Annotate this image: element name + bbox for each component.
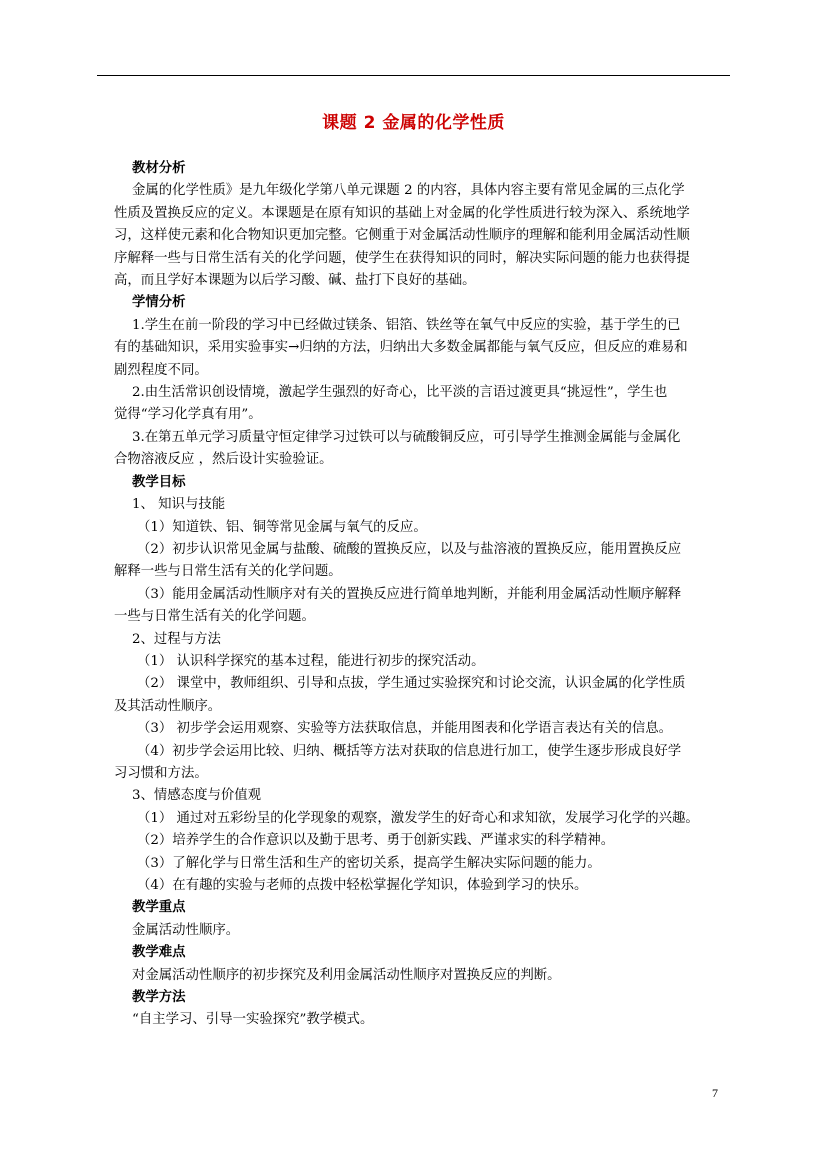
paragraph-line: 对金属活动性顺序的初步探究及利用金属活动性顺序对置换反应的判断。 xyxy=(132,967,561,983)
paragraph-line: 一些与日常生活有关的化学问题。 xyxy=(114,609,315,625)
section-heading: 教学目标 xyxy=(132,474,186,490)
paragraph-line: 金属活动性顺序。 xyxy=(132,922,240,938)
paragraph-line: 习习惯和方法。 xyxy=(114,765,208,781)
section-heading: 教学重点 xyxy=(132,900,186,916)
paragraph-line: 有的基础知识，采用实验事实→归纳的方法，归纳出大多数金属都能与氧气反应，但反应的难易和 xyxy=(114,340,688,356)
paragraph-line: “自主学习、引导一实验探究”教学模式。 xyxy=(132,1012,374,1028)
document-body xyxy=(114,158,738,1032)
paragraph-line: （4）在有趣的实验与老师的点拨中轻松掌握化学知识，体验到学习的快乐。 xyxy=(137,878,588,893)
paragraph-line: 觉得“学习化学真有用”。 xyxy=(114,407,262,423)
page-title: 课题 2 金属的化学性质 xyxy=(322,113,505,133)
paragraph-line: 序解释一些与日常生活有关的化学问题，使学生在获得知识的同时，解决实际问题的能力也获得提 xyxy=(114,250,690,266)
list-item-heading: 3、情感态度与价值观 xyxy=(132,788,262,804)
paragraph-line: 合物溶液反应 ，然后设计实验验证。 xyxy=(114,452,333,468)
paragraph-line: （1）知道铁、铝、铜等常见金属与氧气的反应。 xyxy=(137,519,427,535)
paragraph-line: 金属的化学性质》是九年级化学第八单元课题 2 的内容，具体内容主要有常见金属的三点化学 xyxy=(132,183,685,199)
paragraph-line: 1.学生在前一阶段的学习中已经做过镁条、铝箔、铁丝等在氧气中反应的实验，基于学生的已 xyxy=(132,317,681,333)
paragraph-line: （2）初步认识常见金属与盐酸、硫酸的置换反应，以及与盐溶液的置换反应，能用置换反应 xyxy=(137,541,682,557)
paragraph-line: 及其活动性顺序。 xyxy=(114,698,222,714)
paragraph-line: 高，而且学好本课题为以后学习酸、碱、盐打下良好的基础。 xyxy=(114,273,476,289)
paragraph-line: 性质及置换反应的定义。本课题是在原有知识的基础上对金属的化学性质进行较为深入、系统地学 xyxy=(114,205,690,221)
paragraph-line: （2） 课堂中，教师组织、引导和点拔，学生通过实验探究和讨论交流，认识金属的化学性质 xyxy=(137,676,686,692)
page-number: 7 xyxy=(712,1086,718,1100)
section-heading: 教学难点 xyxy=(132,945,186,961)
paragraph-line: 3.在第五单元学习质量守恒定律学习过铁可以与硫酸铜反应，可引导学生推测金属能与金属化 xyxy=(132,429,681,445)
paragraph-line: （4）初步学会运用比较、归纳、概括等方法对获取的信息进行加工，使学生逐步形成良好学 xyxy=(137,743,682,759)
paragraph-line: （1） 认识科学探究的基本过程，能进行初步的探究活动。 xyxy=(137,653,485,669)
list-item-heading: 2、过程与方法 xyxy=(132,631,221,647)
paragraph-line: 习，这样使元素和化合物知识更加完整。它侧重于对金属活动性顺序的理解和能利用金属活动性顺 xyxy=(114,228,690,244)
paragraph-line: 剧烈程度不同。 xyxy=(114,362,208,378)
paragraph-line: （3）了解化学与日常生活和生产的密切关系，提高学生解决实际问题的能力。 xyxy=(137,855,601,871)
list-item-heading: 1、 知识与技能 xyxy=(132,497,226,513)
section-heading: 教材分析 xyxy=(132,161,186,176)
paragraph-line: （3） 初步学会运用观察、实验等方法获取信息，并能用图表和化学语言表达有关的信息。 xyxy=(137,721,673,737)
section-heading: 教学方法 xyxy=(132,990,186,1006)
paragraph-line: （2）培养学生的合作意识以及勤于思考、勇于创新实践、严谨求实的科学精神。 xyxy=(137,833,615,849)
paragraph-line: （3）能用金属活动性顺序对有关的置换反应进行简单地判断，并能利用金属活动性顺序解释 xyxy=(137,586,682,602)
header-rule xyxy=(97,75,730,76)
section-heading: 学情分析 xyxy=(132,295,186,311)
paragraph-line: 解释一些与日常生活有关的化学问题。 xyxy=(114,564,342,580)
paragraph-line: （1） 通过对五彩纷呈的化学现象的观察，激发学生的好奇心和求知欲，发展学习化学的兴趣。 xyxy=(137,810,699,826)
paragraph-line: 2.由生活常识创设情境，激起学生强烈的好奇心，比平淡的言语过渡更具“挑逗性”，学生也 xyxy=(132,385,668,401)
